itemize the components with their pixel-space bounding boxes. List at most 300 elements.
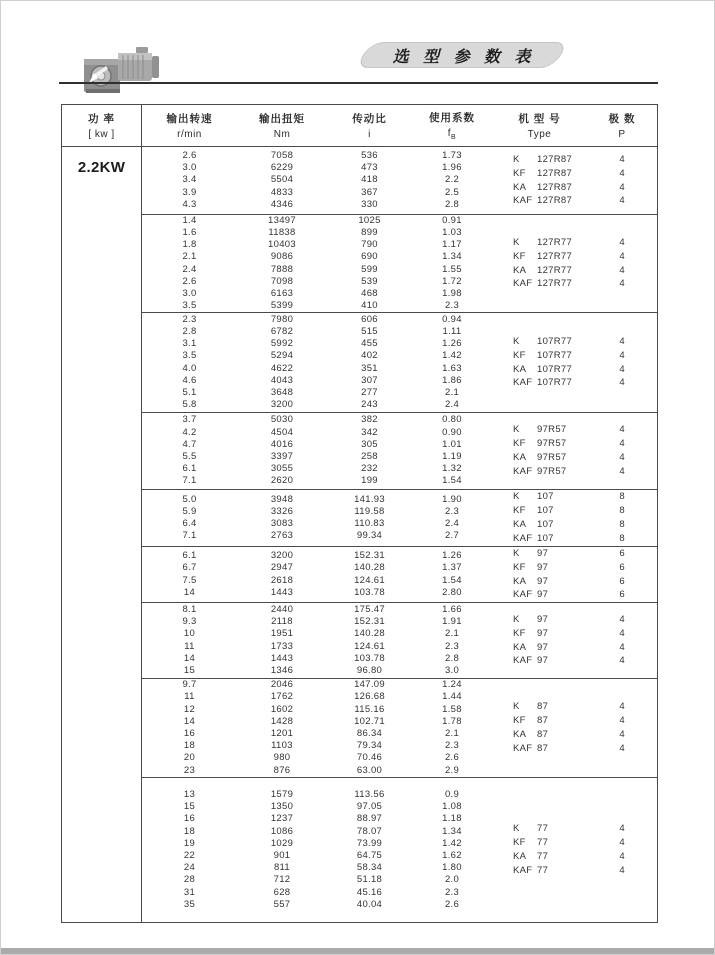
- poles-value: 4: [619, 864, 625, 876]
- factor-value: 1.96: [442, 162, 462, 174]
- table-row: [142, 414, 492, 426]
- numeric-rows: [142, 147, 492, 214]
- table-row: [142, 874, 492, 886]
- speed-value: 1.6: [182, 226, 197, 238]
- factor-value: 1.86: [442, 374, 462, 386]
- model-row: [492, 490, 657, 504]
- model-row: [492, 423, 657, 437]
- ratio-value: 99.34: [356, 530, 383, 542]
- table-row: [142, 665, 492, 677]
- model-code: KF 107R77: [513, 349, 573, 361]
- table-row: [142, 704, 492, 716]
- table-row: [142, 427, 492, 439]
- torque-value: 901: [273, 850, 291, 861]
- data-block: [142, 546, 657, 602]
- ratio-unit: i: [368, 129, 371, 140]
- page-bottom-scan-edge: [1, 948, 715, 954]
- model-code: KAF 127R77: [513, 278, 573, 290]
- model-row: [492, 700, 657, 714]
- factor-value: 1.03: [442, 226, 462, 238]
- col-header-output-torque: [237, 105, 327, 146]
- poles-value: 8: [619, 519, 625, 530]
- ratio-value: 152.31: [354, 550, 385, 562]
- table-row: [142, 575, 492, 587]
- ratio-value: 599: [361, 263, 378, 275]
- model-row: [492, 588, 657, 602]
- model-row: [492, 518, 657, 532]
- table-row: [142, 728, 492, 740]
- torque-value: 2763: [270, 530, 294, 542]
- ratio-label: 传动比: [352, 113, 387, 125]
- model-row: [492, 437, 657, 451]
- model-code: KA 97: [513, 641, 549, 653]
- model-rows: [492, 413, 657, 489]
- factor-value: 3.0: [444, 664, 460, 676]
- model-row: [492, 742, 657, 756]
- torque-value: 1443: [270, 652, 294, 664]
- factor-value: 1.42: [442, 837, 462, 849]
- poles-value: 4: [619, 181, 625, 193]
- ratio-value: 382: [361, 414, 378, 426]
- speed-value: 2.3: [182, 313, 197, 325]
- speed-value: 3.5: [182, 300, 197, 312]
- speed-value: 5.9: [182, 505, 197, 517]
- poles-value: 8: [619, 491, 625, 503]
- ratio-value: 126.68: [354, 691, 385, 703]
- factor-value: 1.58: [442, 703, 462, 715]
- model-code: K 127R77: [513, 236, 573, 248]
- poles-value: 4: [619, 465, 625, 477]
- ratio-value: 899: [361, 226, 378, 238]
- table-body: [62, 147, 657, 922]
- model-code: KAF 107R77: [513, 377, 573, 389]
- ratio-value: 468: [361, 287, 378, 299]
- torque-value: 1428: [270, 715, 294, 727]
- factor-value: 2.3: [444, 740, 460, 752]
- factor-value: 2.8: [444, 652, 460, 664]
- model-code: KAF 97R57: [513, 465, 567, 477]
- torque-value: 2046: [270, 679, 294, 691]
- torque-value: 3326: [270, 505, 294, 517]
- torque-value: 1733: [270, 640, 294, 652]
- model-code: KA 127R87: [513, 181, 573, 193]
- speed-value: 11: [184, 691, 195, 703]
- model-row: [492, 575, 657, 589]
- speed-value: 16: [183, 728, 196, 739]
- ratio-value: 690: [361, 251, 378, 263]
- factor-value: 2.3: [444, 505, 460, 517]
- factor-value: 2.8: [444, 198, 460, 210]
- table-row: [142, 628, 492, 640]
- torque-value: 1602: [270, 703, 294, 715]
- factor-value: 1.01: [442, 438, 462, 450]
- torque-unit: Nm: [273, 129, 291, 140]
- ratio-value: 307: [361, 374, 378, 386]
- speed-value: 15: [183, 664, 196, 676]
- model-code: KAF 77: [513, 864, 549, 876]
- model-row: [492, 264, 657, 278]
- table-row: [142, 740, 492, 752]
- factor-value: 1.91: [442, 616, 462, 628]
- speed-value: 14: [183, 715, 196, 727]
- ratio-value: 199: [361, 475, 378, 487]
- model-rows: [492, 778, 657, 922]
- factor-value: 2.7: [444, 530, 460, 542]
- torque-value: 1029: [270, 837, 294, 849]
- poles-value: 4: [619, 236, 625, 248]
- factor-value: 2.4: [444, 399, 460, 411]
- ratio-value: 124.61: [354, 574, 385, 586]
- data-block: [142, 602, 657, 678]
- model-code: K 97R57: [513, 424, 567, 436]
- factor-value: 2.80: [442, 586, 462, 598]
- speed-value: 13: [183, 789, 196, 801]
- numeric-rows: [142, 490, 492, 546]
- model-row: [492, 236, 657, 250]
- table-row: [142, 439, 492, 451]
- poles-value: 4: [619, 363, 625, 375]
- data-block: [142, 147, 657, 214]
- model-rows: [492, 313, 657, 412]
- speed-value: 22: [183, 850, 196, 861]
- torque-value: 5504: [270, 174, 294, 186]
- speed-value: 35: [183, 898, 196, 910]
- numeric-rows: [142, 547, 492, 602]
- torque-value: 3083: [270, 518, 294, 529]
- ratio-value: 119.58: [354, 505, 385, 517]
- speed-value: 5.0: [182, 493, 197, 505]
- factor-value: 1.42: [442, 350, 462, 362]
- model-row: [492, 561, 657, 575]
- table-row: [142, 387, 492, 399]
- numeric-rows: [142, 413, 492, 489]
- table-row: [142, 199, 492, 211]
- data-block: [142, 214, 657, 312]
- ratio-value: 79.34: [356, 740, 383, 752]
- table-row: [142, 530, 492, 542]
- ratio-value: 103.78: [354, 652, 385, 664]
- ratio-value: 277: [361, 386, 378, 398]
- model-code: KF 87: [513, 715, 549, 727]
- factor-value: 1.11: [442, 325, 462, 337]
- torque-value: 2620: [270, 475, 294, 487]
- model-row: [492, 250, 657, 264]
- table-row: [142, 838, 492, 850]
- factor-value: 2.4: [444, 518, 460, 529]
- speed-unit: r/min: [177, 129, 202, 140]
- table-header: [62, 105, 657, 147]
- poles-value: 4: [619, 335, 625, 347]
- speed-value: 2.1: [182, 251, 197, 263]
- torque-value: 5030: [270, 414, 294, 426]
- torque-value: 10403: [268, 239, 296, 251]
- poles-value: 4: [619, 627, 625, 639]
- factor-value: 1.54: [442, 475, 462, 487]
- ratio-value: 1025: [358, 214, 381, 226]
- table-row: [142, 187, 492, 199]
- ratio-value: 258: [361, 451, 378, 462]
- torque-value: 2118: [271, 616, 293, 628]
- table-row: [142, 227, 492, 239]
- factor-value: 2.5: [444, 186, 460, 198]
- speed-value: 5.8: [182, 399, 197, 411]
- speed-value: 3.7: [182, 414, 197, 426]
- ratio-value: 410: [361, 300, 378, 312]
- torque-value: 1350: [270, 801, 294, 813]
- table-row: [142, 899, 492, 911]
- gear-motor-photo: [76, 39, 168, 97]
- factor-value: 1.63: [442, 362, 462, 374]
- speed-value: 19: [183, 837, 196, 849]
- speed-value: 18: [183, 825, 196, 837]
- factor-value: 1.66: [442, 603, 462, 615]
- speed-value: 18: [183, 740, 196, 752]
- model-code: KA 107: [513, 519, 554, 530]
- poles-value: 4: [619, 167, 625, 179]
- model-row: [492, 363, 657, 377]
- poles-unit: P: [618, 129, 626, 140]
- speed-value: 7.1: [182, 530, 197, 542]
- torque-value: 4346: [270, 198, 294, 210]
- model-row: [492, 465, 657, 479]
- speed-value: 14: [183, 586, 196, 598]
- torque-value: 628: [273, 886, 291, 898]
- model-code: K 87: [513, 701, 549, 713]
- speed-value: 16: [183, 813, 196, 825]
- poles-value: 4: [619, 278, 625, 290]
- factor-value: 1.34: [442, 251, 462, 263]
- model-code: KF 97: [513, 627, 549, 639]
- torque-value: 1086: [270, 825, 294, 837]
- table-row: [142, 826, 492, 838]
- ratio-value: 102.71: [354, 715, 385, 727]
- power-cell: 2.2KW: [62, 147, 142, 922]
- table-row: [142, 765, 492, 777]
- speed-value: 2.8: [182, 325, 197, 337]
- factor-value: 1.18: [442, 813, 462, 825]
- poles-value: 4: [619, 641, 625, 653]
- table-row: [142, 679, 492, 691]
- speed-value: 4.3: [182, 198, 197, 210]
- poles-value: 4: [619, 438, 625, 450]
- model-row: [492, 277, 657, 291]
- poles-value: 4: [619, 153, 625, 165]
- factor-value: 2.9: [444, 764, 460, 776]
- table-row: [142, 375, 492, 387]
- factor-value: 1.54: [442, 574, 462, 586]
- ratio-value: 402: [361, 350, 378, 362]
- power-label: 功 率: [88, 113, 115, 125]
- factor-value: 1.98: [442, 287, 462, 299]
- table-row: [142, 506, 492, 518]
- ratio-value: 152.31: [354, 616, 385, 628]
- poles-value: 4: [619, 250, 625, 262]
- model-code: KAF 97: [513, 655, 549, 667]
- ratio-value: 115.16: [354, 703, 385, 715]
- speed-value: 6.4: [182, 518, 197, 529]
- ratio-value: 539: [361, 275, 378, 287]
- torque-value: 712: [273, 874, 291, 886]
- factor-label: 使用系数: [429, 112, 475, 124]
- ratio-value: 140.28: [354, 562, 385, 574]
- model-rows: [492, 215, 657, 312]
- table-row: [142, 562, 492, 574]
- ratio-value: 103.78: [354, 586, 385, 598]
- ratio-value: 232: [361, 463, 378, 475]
- torque-value: 6229: [270, 162, 294, 174]
- speed-value: 20: [183, 752, 196, 764]
- speed-value: 3.4: [182, 174, 197, 186]
- torque-value: 5992: [270, 338, 294, 350]
- speed-value: 24: [183, 862, 196, 874]
- type-label: 机 型 号: [518, 113, 561, 125]
- ratio-value: 790: [361, 239, 378, 251]
- col-header-model-type: [492, 105, 587, 146]
- table-row: [142, 518, 492, 530]
- table-row: [142, 314, 492, 326]
- model-row: [492, 864, 657, 878]
- factor-value: 1.73: [442, 150, 462, 162]
- model-code: KA 97: [513, 575, 549, 587]
- torque-value: 1201: [270, 728, 294, 739]
- numeric-rows: [142, 215, 492, 312]
- model-code: KF 97R57: [513, 438, 567, 450]
- factor-value: 0.91: [442, 214, 462, 226]
- torque-value: 3055: [270, 463, 294, 475]
- ratio-value: 455: [361, 338, 378, 350]
- table-row: [142, 604, 492, 616]
- factor-value: 2.2: [444, 174, 460, 186]
- data-block: [142, 312, 657, 412]
- poles-value: 4: [619, 613, 625, 625]
- speed-value: 1.8: [182, 239, 197, 251]
- ratio-value: 70.46: [356, 752, 383, 764]
- torque-value: 1762: [270, 691, 294, 703]
- speed-value: 7.5: [182, 574, 197, 586]
- ratio-value: 536: [361, 150, 378, 162]
- torque-label: 输出扭矩: [259, 113, 305, 125]
- table-row: [142, 550, 492, 562]
- poles-value: 4: [619, 195, 625, 207]
- col-header-poles: [587, 105, 657, 146]
- page-title-banner: [363, 42, 561, 68]
- factor-value: 1.26: [442, 338, 462, 350]
- torque-value: 2947: [270, 562, 294, 574]
- table-row: [142, 451, 492, 463]
- model-code: KF 77: [513, 837, 549, 849]
- torque-value: 3200: [270, 399, 294, 411]
- torque-value: 4504: [270, 426, 294, 438]
- torque-value: 1579: [270, 789, 294, 801]
- model-row: [492, 153, 657, 167]
- model-code: KF 107: [513, 505, 554, 517]
- table-row: [142, 691, 492, 703]
- speed-value: 6.7: [182, 562, 197, 574]
- table-row: [142, 300, 492, 312]
- model-code: KA 97R57: [513, 452, 567, 463]
- table-row: [142, 653, 492, 665]
- table-row: [142, 801, 492, 813]
- model-row: [492, 181, 657, 195]
- ratio-value: 97.05: [356, 801, 383, 813]
- table-row: [142, 350, 492, 362]
- torque-value: 557: [273, 898, 291, 910]
- ratio-value: 96.80: [356, 664, 383, 676]
- speed-value: 3.5: [182, 350, 197, 362]
- selection-parameter-table: [61, 104, 658, 923]
- model-row: [492, 547, 657, 561]
- factor-value: 1.55: [442, 263, 462, 275]
- speed-value: 4.2: [182, 426, 197, 438]
- factor-value: 2.3: [444, 300, 460, 312]
- ratio-value: 64.75: [356, 850, 383, 861]
- torque-value: 3648: [270, 386, 294, 398]
- model-code: KA 107R77: [513, 363, 573, 375]
- torque-value: 3397: [270, 451, 294, 462]
- torque-value: 1951: [270, 628, 294, 640]
- poles-value: 4: [619, 742, 625, 754]
- ratio-value: 73.99: [356, 837, 383, 849]
- model-row: [492, 654, 657, 668]
- poles-value: 4: [619, 837, 625, 849]
- numeric-rows: [142, 603, 492, 678]
- ratio-value: 342: [361, 426, 378, 438]
- factor-value: 1.26: [442, 550, 462, 562]
- poles-value: 4: [619, 851, 625, 862]
- ratio-value: 147.09: [354, 679, 385, 691]
- model-row: [492, 376, 657, 390]
- torque-value: 9086: [270, 251, 294, 263]
- model-row: [492, 532, 657, 546]
- factor-value: 2.6: [444, 752, 460, 764]
- model-row: [492, 194, 657, 208]
- torque-value: 2618: [270, 574, 294, 586]
- model-code: KA 87: [513, 729, 549, 740]
- model-code: K 127R87: [513, 153, 573, 165]
- model-row: [492, 822, 657, 836]
- table-row: [142, 174, 492, 186]
- table-row: [142, 587, 492, 599]
- speed-value: 3.0: [182, 162, 197, 174]
- ratio-value: 515: [361, 325, 378, 337]
- ratio-value: 63.00: [356, 764, 383, 776]
- speed-value: 23: [183, 764, 196, 776]
- poles-value: 4: [619, 701, 625, 713]
- speed-value: 5.5: [182, 451, 197, 462]
- numeric-rows: [142, 313, 492, 412]
- model-row: [492, 349, 657, 363]
- data-block: [142, 412, 657, 489]
- poles-value: 4: [619, 264, 625, 276]
- model-row: [492, 167, 657, 181]
- factor-value: 1.32: [442, 463, 462, 475]
- model-code: KAF 97: [513, 589, 549, 601]
- model-row: [492, 627, 657, 641]
- torque-value: 811: [273, 862, 291, 874]
- speed-label: 输出转速: [166, 113, 213, 125]
- torque-value: 1346: [270, 664, 294, 676]
- poles-value: 6: [619, 575, 625, 587]
- factor-value: 2.1: [444, 386, 460, 398]
- speed-value: 2.4: [182, 263, 197, 275]
- ratio-value: 58.34: [356, 862, 383, 874]
- torque-value: 4016: [270, 438, 294, 450]
- factor-value: 1.08: [442, 801, 462, 813]
- torque-value: 6163: [270, 287, 294, 299]
- speed-value: 4.6: [182, 374, 197, 386]
- ratio-value: 110.83: [354, 518, 385, 529]
- ratio-value: 330: [361, 198, 378, 210]
